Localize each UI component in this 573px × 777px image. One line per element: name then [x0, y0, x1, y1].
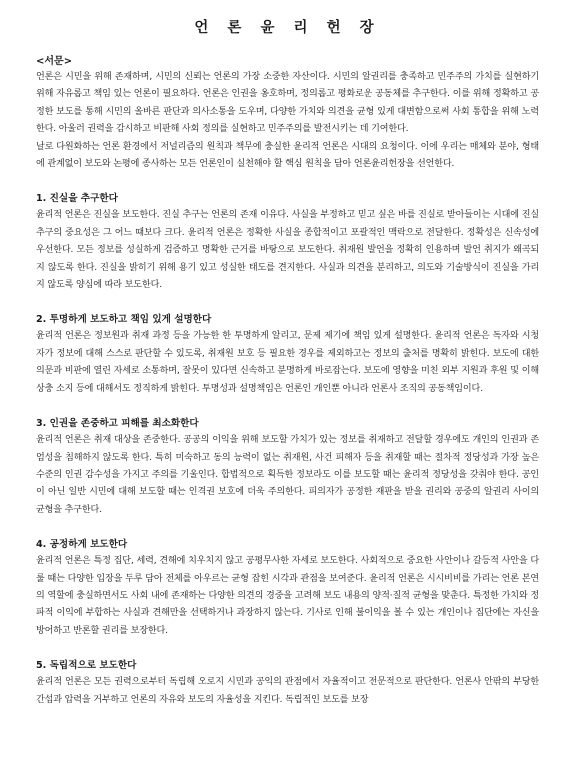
section-body: 윤리적 언론은 모든 권력으로부터 독립해 오로지 시민과 공익의 관점에서 자율적이고 전문적으로 판단한다. 언론사 안팎의 부당한 간섭과 압력을 거부하고 언론의 자유와 보도의 자율성을 지킨다. 독립적인 보도를 보장	[36, 677, 539, 705]
section-body: 윤리적 언론은 진실을 보도한다. 진실 추구는 언론의 존재 이유다. 사실을 부정하고 믿고 싶은 바를 진실로 받아들이는 시대에 진실 추구의 중요성은 그 어느 때보다 크다. 윤리적 언론은 정확한 사실을 종합적이고 포괄적인 맥락으로 전달한다. 정확성은 신속성에 우선한다. 모든 정보를 성실하게 검증하고 명확한 근거를 바탕으로 보도한다. 취재원 발언을 정확히 인용하며 발언 취지가 왜곡되지 않도록 한다. 진실을 밝히기 위해 용기 있고 성실한 태도를 견지한다. 사실과 의견을 분리하고, 의도와 기술방식이 진실을 가리지 않도록 양심에 따라 보도한다.	[36, 210, 539, 291]
section-fairness	[36, 536, 539, 640]
section-body: 윤리적 언론은 취재 대상을 존중한다. 공공의 이익을 위해 보도할 가치가 있는 정보를 취재하고 전달할 경우에도 개인의 인권과 존엄성을 침해하지 않도록 한다. 특히 미숙하고 동의 능력이 없는 취재원, 사건 피해자 등을 취재할 때는 절차적 정당성과 가장 높은 수준의 인권 감수성을 가지고 주의를 기울인다. 합법적으로 획득한 정보라도 이를 보도할 때는 윤리적 정당성을 갖춰야 한다. 공인이 아닌 일반 시민에 대해 보도할 때는 인격권 보호에 더욱 주의한다. 피의자가 공정한 재판을 받을 권리와 공중의 알권리 사이의 균형을 추구한다.	[36, 435, 539, 515]
section-independence	[36, 657, 539, 709]
section-body: 윤리적 언론은 특정 집단, 세력, 견해에 치우치지 않고 공평무사한 자세로 보도한다. 사회적으로 중요한 사안이나 갈등적 사안을 다룰 때는 다양한 입장을 두루 담아 전체를 아우르는 균형 잡힌 시각과 관점을 보여준다. 윤리적 언론은 시시비비를 가리는 언론 본연의 역할에 충실하면서도 사회 내에 존재하는 다양한 의견의 경중을 고려해 보도 내용의 양적·질적 균형을 맞춘다. 특정한 가치와 정파적 이익에 부합하는 사실과 견해만을 선택하거나 과장하지 않는다. 기사로 인해 불이익을 볼 수 있는 개인이나 집단에는 자신을 방어하고 반론할 권리를 보장한다.	[36, 556, 539, 636]
document-title: 언 론 윤 리 헌 장	[194, 20, 381, 36]
section-heading: 2. 투명하게 보도하고 책임 있게 설명한다	[36, 314, 212, 326]
preamble-heading: <서문>	[36, 56, 73, 67]
section-body: 윤리적 언론은 정보원과 취재 과정 등을 가능한 한 투명하게 알리고, 문제 제기에 책임 있게 설명한다. 윤리적 언론은 독자와 시청자가 정보에 대해 스스로 판단할 수 있도록, 취재원 보호 등 필요한 경우를 제외하고는 정보의 출처를 명확히 밝힌다. 보도에 대한 의문과 비판에 열린 자세로 소통하며, 잘못이 있다면 신속하고 분명하게 바로잡는다. 보도에 영향을 미친 외부 지원과 후원 및 이해상충 소지 등에 대해서도 정직하게 밝힌다. 투명성과 설명책임은 언론인 개인뿐 아니라 언론사 조직의 공동책임이다.	[36, 331, 539, 394]
section-heading: 4. 공정하게 보도한다	[36, 539, 128, 551]
preamble-paragraph-2: 날로 다원화하는 언론 환경에서 저널리즘의 원칙과 책무에 충실한 윤리적 언론은 시대의 요청이다. 이에 우리는 매체와 분야, 형태에 관계없이 보도와 논평에 종사하는 모든 언론인이 실천해야 할 핵심 원칙을 담아 언론윤리헌장을 선언한다.	[36, 141, 539, 170]
section-transparency	[36, 311, 539, 398]
section-seek-truth	[36, 190, 539, 294]
section-human-rights	[36, 415, 539, 519]
section-heading: 5. 독립적으로 보도한다	[36, 660, 137, 672]
preamble-paragraph-1: 언론은 시민을 위해 존재하며, 시민의 신뢰는 언론의 가장 소중한 자산이다. 시민의 알권리를 충족하고 민주주의 가치를 실현하기 위해 자유롭고 책임 있는 언론이 필요하다. 언론은 인권을 옹호하며, 정의롭고 평화로운 공동체를 추구한다. 이를 위해 정확하고 공정한 보도를 통해 시민의 올바른 판단과 의사소통을 도우며, 다양한 가치와 의견을 균형 있게 대변함으로써 사회 통합을 위해 노력한다. 아울러 권력을 감시하고 비판해 사회 정의를 실현하고 민주주의를 발전시키는 데 기여한다.	[36, 72, 539, 135]
section-heading: 3. 인권을 존중하고 피해를 최소화한다	[36, 418, 199, 430]
section-heading: 1. 진실을 추구한다	[36, 193, 118, 205]
